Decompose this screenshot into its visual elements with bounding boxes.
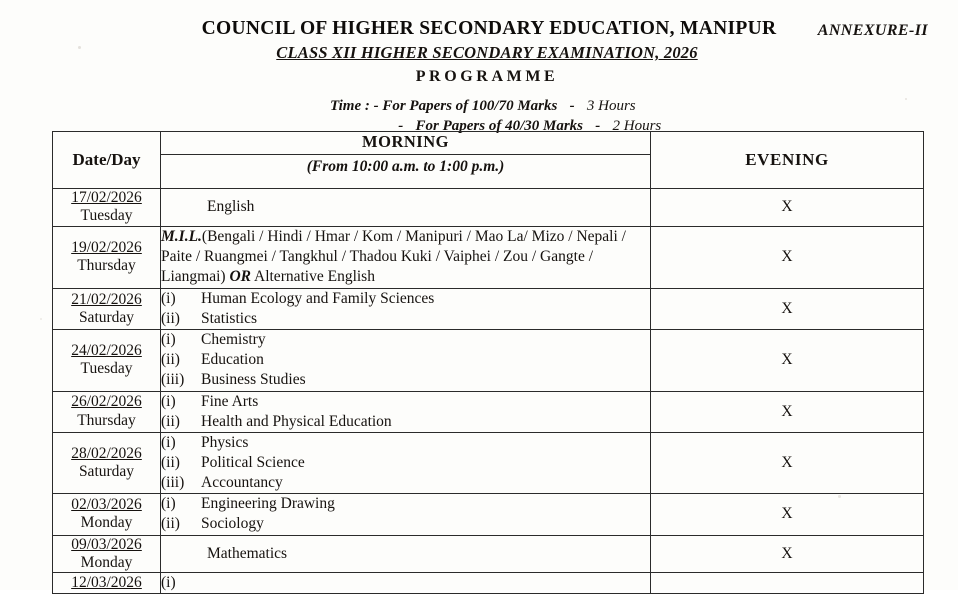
- subject-item: [161, 494, 650, 514]
- subject-item: [161, 433, 650, 453]
- time-line-1-duration: 3 Hours: [586, 98, 636, 114]
- evening-session-cell: [651, 573, 924, 594]
- subject-label: Business Studies: [201, 371, 306, 389]
- morning-subjects-cell: [161, 494, 651, 535]
- table-row: [53, 573, 924, 594]
- evening-session-cell: X: [651, 330, 924, 391]
- exam-date: 21/02/2026: [71, 290, 142, 308]
- exam-date: 02/03/2026: [71, 496, 142, 514]
- subject-label: English: [207, 198, 255, 216]
- subject-label: Mathematics: [207, 544, 288, 562]
- evening-session-cell: X: [651, 189, 924, 227]
- mil-subject-block: [161, 227, 650, 288]
- column-header-evening: EVENING: [651, 132, 924, 189]
- time-line-1-label: For Papers of 100/70 Marks: [382, 98, 558, 114]
- mil-label: M.I.L.: [161, 227, 202, 245]
- subject-item: [161, 453, 650, 473]
- time-line-2-label: For Papers of 40/30 Marks: [415, 117, 584, 134]
- exam-day: Monday: [80, 553, 133, 571]
- subject-item: [161, 392, 650, 412]
- morning-header-time: (From 10:00 a.m. to 1:00 p.m.): [306, 158, 505, 175]
- exam-day: Saturday: [78, 463, 135, 481]
- subject-item: [161, 330, 650, 350]
- subject-label: Engineering Drawing: [201, 495, 335, 513]
- evening-session-cell: X: [651, 535, 924, 573]
- exam-day: Thursday: [77, 411, 136, 429]
- evening-session-cell: X: [651, 288, 924, 329]
- subject-item: [161, 573, 650, 593]
- document-header: [0, 0, 958, 137]
- exam-date-cell: [53, 494, 161, 535]
- exam-day: Tuesday: [80, 207, 133, 225]
- exam-day: Tuesday: [80, 360, 133, 378]
- morning-subjects-cell: [161, 189, 651, 227]
- subject-index: (iii): [161, 474, 185, 492]
- annexure-label: ANNEXURE-II: [817, 22, 928, 39]
- exam-day: Monday: [80, 514, 133, 532]
- mil-language-list: (Bengali / Hindi / Hmar / Kom / Manipuri / Mao La/ Mizo / Nepali / Paite / Ruangmei / Tangkhul / Thadou Kuki / Vaiphei / Zou / Gangte / Liangmai): [161, 227, 626, 286]
- exam-date-cell: [53, 391, 161, 432]
- morning-header-label: MORNING: [362, 132, 449, 151]
- subject-label: Chemistry: [201, 331, 266, 349]
- time-line-2-dash: -: [595, 117, 601, 134]
- table-row: [53, 494, 924, 535]
- subject-item: [161, 370, 650, 390]
- exam-date: 19/02/2026: [71, 238, 142, 256]
- exam-date-cell: [53, 226, 161, 288]
- evening-session-cell: X: [651, 226, 924, 288]
- subject-label: Sociology: [201, 515, 264, 533]
- subject-index: (ii): [161, 412, 180, 430]
- time-note-line-1: [330, 97, 958, 117]
- evening-session-cell: X: [651, 494, 924, 535]
- table-header-row: [53, 132, 924, 189]
- morning-subjects-cell: [161, 226, 651, 288]
- subject-index: (i): [161, 331, 176, 349]
- morning-subjects-cell: [161, 432, 651, 493]
- exam-schedule-table: [52, 131, 924, 594]
- subject-item: [161, 514, 650, 534]
- time-line-1-dash: -: [569, 98, 575, 114]
- mil-or-label: OR: [229, 268, 251, 286]
- table-head: [53, 132, 924, 189]
- exam-date-cell: [53, 189, 161, 227]
- subject-index: (i): [161, 433, 176, 451]
- time-label: Time : -: [330, 98, 379, 114]
- subject-label: Physics: [201, 433, 249, 451]
- exam-date: 24/02/2026: [71, 342, 142, 360]
- subject-label: Statistics: [201, 310, 257, 328]
- exam-date-cell: [53, 573, 161, 594]
- evening-session-cell: X: [651, 391, 924, 432]
- exam-date-cell: [53, 535, 161, 573]
- subject-index: (i): [161, 289, 176, 307]
- table-row: [53, 189, 924, 227]
- table-row: [53, 226, 924, 288]
- subject-label: Accountancy: [201, 474, 283, 492]
- column-header-morning: [161, 132, 651, 189]
- evening-session-cell: X: [651, 432, 924, 493]
- subject-index: (iii): [161, 371, 185, 389]
- subject-index: (ii): [161, 515, 180, 533]
- exam-date: 26/02/2026: [71, 393, 142, 411]
- morning-subjects-cell: [161, 535, 651, 573]
- morning-subjects-cell: [161, 330, 651, 391]
- subject-index: (ii): [161, 454, 180, 472]
- subject-index: (i): [161, 495, 176, 513]
- time-line-2-duration: 2 Hours: [612, 117, 662, 134]
- table-row: [53, 330, 924, 391]
- document-subtitle: CLASS XII HIGHER SECONDARY EXAMINATION, 2026: [276, 43, 698, 62]
- exam-date-cell: [53, 432, 161, 493]
- table-row: [53, 391, 924, 432]
- table-row: [53, 288, 924, 329]
- table-row: [53, 535, 924, 573]
- scan-speck: [40, 318, 42, 320]
- subject-index: (i): [161, 574, 176, 592]
- morning-header-wrap: [161, 132, 650, 188]
- subject-item: [161, 412, 650, 432]
- subject-label: Fine Arts: [201, 392, 259, 410]
- subject-item: [161, 289, 650, 309]
- table-body: [53, 189, 924, 594]
- subject-item: [161, 350, 650, 370]
- morning-header-divider: [161, 154, 650, 155]
- exam-date: 28/02/2026: [71, 444, 142, 462]
- mil-alternative-subject: Alternative English: [250, 268, 375, 286]
- programme-heading: PROGRAMME: [415, 68, 559, 85]
- morning-subjects-cell: [161, 573, 651, 594]
- exam-date: 12/03/2026: [71, 574, 142, 592]
- exam-day: Saturday: [78, 309, 135, 327]
- exam-day: Thursday: [77, 257, 136, 275]
- subject-index: (i): [161, 392, 176, 410]
- subject-label: Political Science: [201, 454, 305, 472]
- morning-subjects-cell: [161, 288, 651, 329]
- subject-label: Health and Physical Education: [201, 412, 392, 430]
- morning-subjects-cell: [161, 391, 651, 432]
- subject-label: Education: [201, 351, 264, 369]
- column-header-date: Date/Day: [53, 132, 161, 189]
- exam-date-cell: [53, 288, 161, 329]
- subject-label: Human Ecology and Family Sciences: [201, 289, 435, 307]
- exam-schedule-table-wrapper: [52, 131, 923, 594]
- subject-index: (ii): [161, 351, 180, 369]
- time-line-2-leading-dash: -: [398, 117, 404, 134]
- exam-date: 17/02/2026: [71, 189, 142, 206]
- exam-date-cell: [53, 330, 161, 391]
- subject-index: (ii): [161, 310, 180, 328]
- table-row: [53, 432, 924, 493]
- subject-item: [161, 473, 650, 493]
- exam-date: 09/03/2026: [71, 535, 142, 553]
- subject-item: [161, 309, 650, 329]
- page-title: COUNCIL OF HIGHER SECONDARY EDUCATION, MANIPUR: [201, 18, 777, 39]
